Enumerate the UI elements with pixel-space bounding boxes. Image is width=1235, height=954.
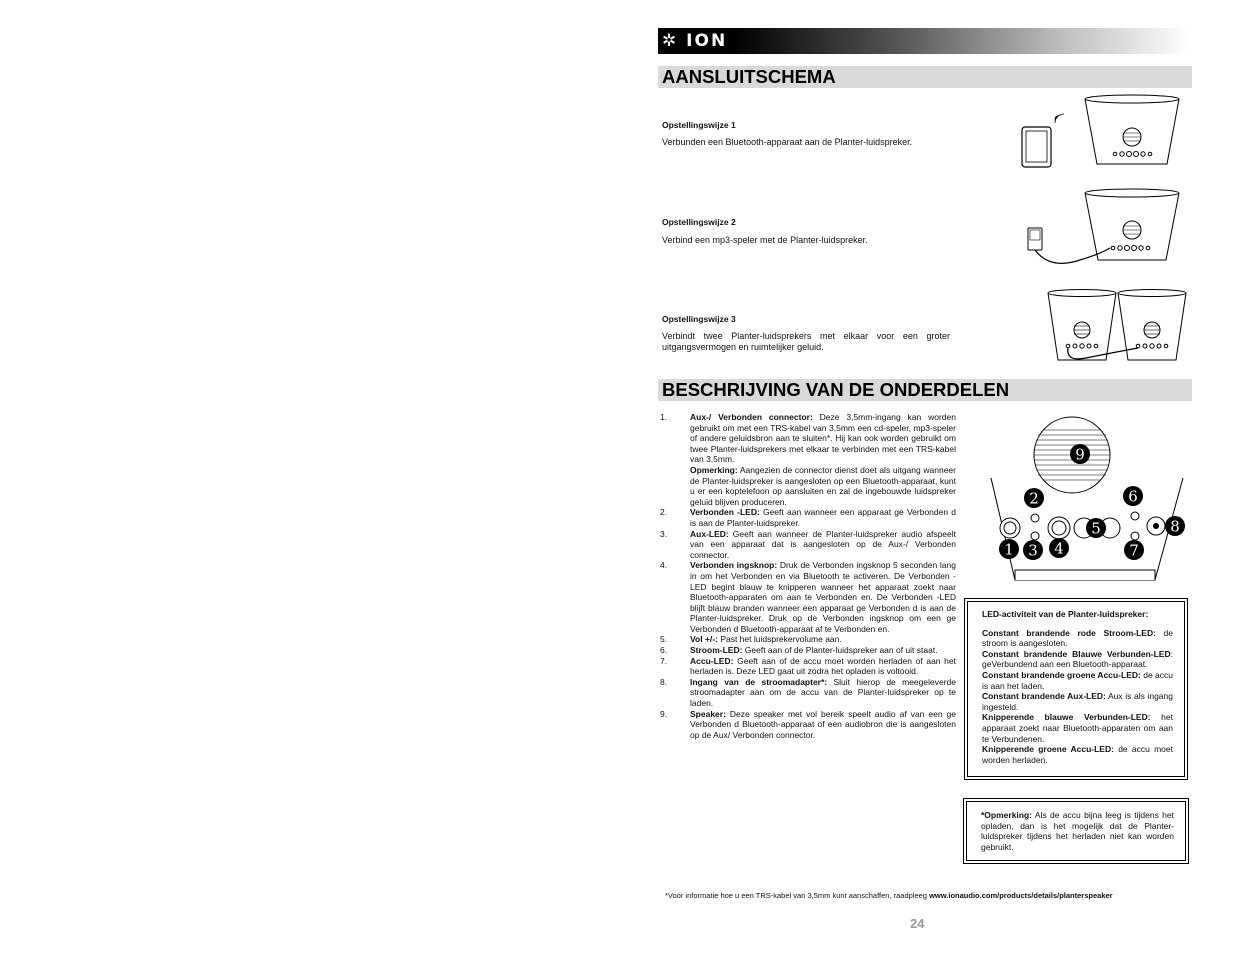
callout-9-label: 9 [1075, 445, 1085, 464]
header-gradient-bar [658, 28, 1190, 54]
part-item-8: 8. Ingang van de stroomadapter*: Sluit hierop de meegeleverde stroomadapter aan om de accu van de Planter-luidspreker op te laden. [660, 676, 956, 709]
callout-3-label: 3 [1028, 541, 1038, 560]
callout-4 [1049, 538, 1069, 558]
callout-9 [1070, 444, 1090, 464]
setup-2-illustration [1020, 186, 1185, 268]
part-item-2: 2. Verbonden -LED: Geeft aan wanneer een apparaat ge Verbonden d is aan de Planter-luidspreker. [660, 507, 957, 528]
connect-button-icon [1048, 517, 1070, 539]
callout-8-label: 8 [1170, 517, 1180, 536]
callout-3 [1023, 540, 1043, 560]
led-item-6: Knipperende groene Accu-LED: de accu moet worden herladen. [982, 744, 1173, 765]
planter-speaker-icon [1085, 189, 1179, 260]
mp3-player-icon [1028, 228, 1042, 250]
callout-6-label: 6 [1128, 487, 1138, 506]
parts-section-header [658, 379, 1192, 401]
connection-section-title: AANSLUITSCHEMA [662, 66, 836, 87]
setup-1-illustration [1015, 92, 1180, 172]
part-item-1: 1. Aux-/ Verbonden connector: Deze 3,5mm-ingang kan worden gebruikt om met een TRS-kabel van 3,5mm een cd-speler, mp3-speler of andere geluidsbron aan te sluiten*. Hij kan ook worden gebruikt om twee Planter-luidsprekers met elkaar te verbinden met een TRS-kabel van 3,5mm. Opmerking: Aangezien de connector dienst doet als uitgang wanneer de Planter-luidspreker is aangesloten op een Bluetooth-apparaat, kunt u er een koptelefoon op aansluiten en zal de ingebouwde luidspreker geluid blijven produceren. [660, 412, 956, 507]
speaker-base-notch [1015, 570, 1155, 580]
charging-note-box [963, 798, 1189, 864]
led-activity-box [964, 598, 1188, 780]
connection-section-header [658, 66, 1192, 88]
callout-5-label: 5 [1091, 519, 1101, 538]
planter-speaker-left-icon [1048, 290, 1116, 361]
part-item-5: 5. Vol +/-: Past het luidsprekervolume aan. [660, 634, 842, 645]
led-item-1: Constant brandende rode Stroom-LED: de stroom is aangesloten. [982, 627, 1173, 649]
part-item-4: 4. Verbonden ingsknop: Druk de Verbonden ingsknop 5 seconden lang in om het Verbonden en via Bluetooth te activeren. De Verbonden -LED begint blauw te knipperen wanneer het apparaat zoekt naar Bluetooth-apparaten om aan te Verbonden en. De Verbonden -LED blijft blauw branden wanneer een apparaat ge Verbonden d is aan de Planter-luidspreker. Druk op de Verbonden ingsknop om een ge Verbonden d Bluetooth-apparaat af te Verbonden en. [660, 560, 956, 634]
audio-cable [1035, 248, 1110, 263]
part-item-7: 7. Accu-LED: Geeft aan of de accu moet worden herladen of aan het herladen is. Deze LED gaat uit zodra het opladen is voltooid. [660, 655, 956, 677]
setup-3-illustration [1046, 286, 1188, 368]
setup-3-title: Opstellingswijze 3 [662, 314, 736, 324]
tablet-icon [1022, 127, 1051, 167]
footnote-link[interactable]: www.ionaudio.com/products/details/planterspeaker [929, 891, 1113, 900]
led-item-4: Constant brandende Aux-LED: Aux is als ingang ingesteld. [982, 691, 1173, 712]
led-box-title: LED-activiteit van de Planter-luidspreker: [982, 609, 1149, 619]
footnote-text: *Voor informatie hoe u een TRS-kabel van 3,5mm kunt aanschaffen, raadpleeg [665, 891, 930, 900]
led-item-2: Constant brandende Blauwe Verbunden-LED: geVerbundend aan een Bluetooth-apparaat. [982, 648, 1173, 670]
battery-led [1131, 532, 1139, 540]
logo-text: ION [686, 31, 728, 51]
note-text: Als de accu bijna leeg is tijdens het opladen, dan is het mogelijk dat de Planter-luidspreker tijdens het herladen niet kan worden gebruikt. [981, 810, 1174, 852]
callout-6 [1123, 486, 1143, 506]
callout-7-label: 7 [1129, 541, 1139, 560]
part-item-9: 9. Speaker: Deze speaker met vol bereik speelt audio af van een ge Verbonden d Bluetooth-apparaat of een audiobron die is aangesloten op de Aux/ Verbonden connector. [660, 708, 956, 740]
aux-connector-icon [1000, 518, 1020, 538]
page-number: 24 [910, 916, 925, 931]
ion-logo: ✲ ION [662, 31, 728, 51]
planter-speaker-icon [1085, 95, 1179, 164]
callout-5 [1086, 518, 1106, 538]
setup-1-title: Opstellingswijze 1 [662, 120, 736, 130]
part-item-3: 3. Aux-LED: Geeft aan wanneer de Planter-luidspreker audio afspeelt van een apparaat dat is aangesloten op de Aux-/ Verbonden connector. [660, 528, 956, 560]
callout-1-label: 1 [1004, 540, 1014, 559]
parts-section-title: BESCHRIJVING VAN DE ONDERDELEN [662, 379, 1010, 400]
note-label: *Opmerking: [981, 810, 1033, 820]
power-adapter-input-icon [1147, 517, 1165, 535]
power-led [1131, 512, 1139, 520]
setup-2-title: Opstellingswijze 2 [662, 217, 736, 227]
wireless-signal-icon [1055, 114, 1064, 123]
connect-led [1031, 514, 1039, 522]
callout-8 [1165, 516, 1185, 536]
callout-2-label: 2 [1029, 489, 1039, 508]
setup-2-description: Verbind een mp3-speler met de Planter-luidspreker. [662, 235, 868, 245]
callout-4-label: 4 [1054, 539, 1064, 558]
part-item-6: 6. Stroom-LED: Geeft aan of de Planter-luidspreker aan of uit staat. [660, 645, 938, 656]
footnote [665, 891, 1113, 900]
callout-7 [1124, 540, 1144, 560]
aux-led [1031, 532, 1039, 540]
led-item-5: Knipperende blauwe Verbunden-LED: het apparaat zoekt naar Bluetooth-apparaten om aan te Verbundenen. [982, 712, 1173, 744]
callout-2 [1024, 488, 1044, 508]
led-item-3: Constant brandende groene Accu-LED: de accu is aan het laden. [982, 669, 1173, 691]
parts-diagram [985, 408, 1185, 590]
callout-1 [999, 539, 1019, 559]
parts-list [660, 412, 956, 740]
setup-3-description: Verbindt twee Planter-luidsprekers met elkaar voor een groter uitgangsvermogen en ruimtelijker geluid. [662, 331, 950, 352]
setup-1-description: Verbunden een Bluetooth-apparaat aan de Planter-luidspreker. [662, 137, 913, 147]
